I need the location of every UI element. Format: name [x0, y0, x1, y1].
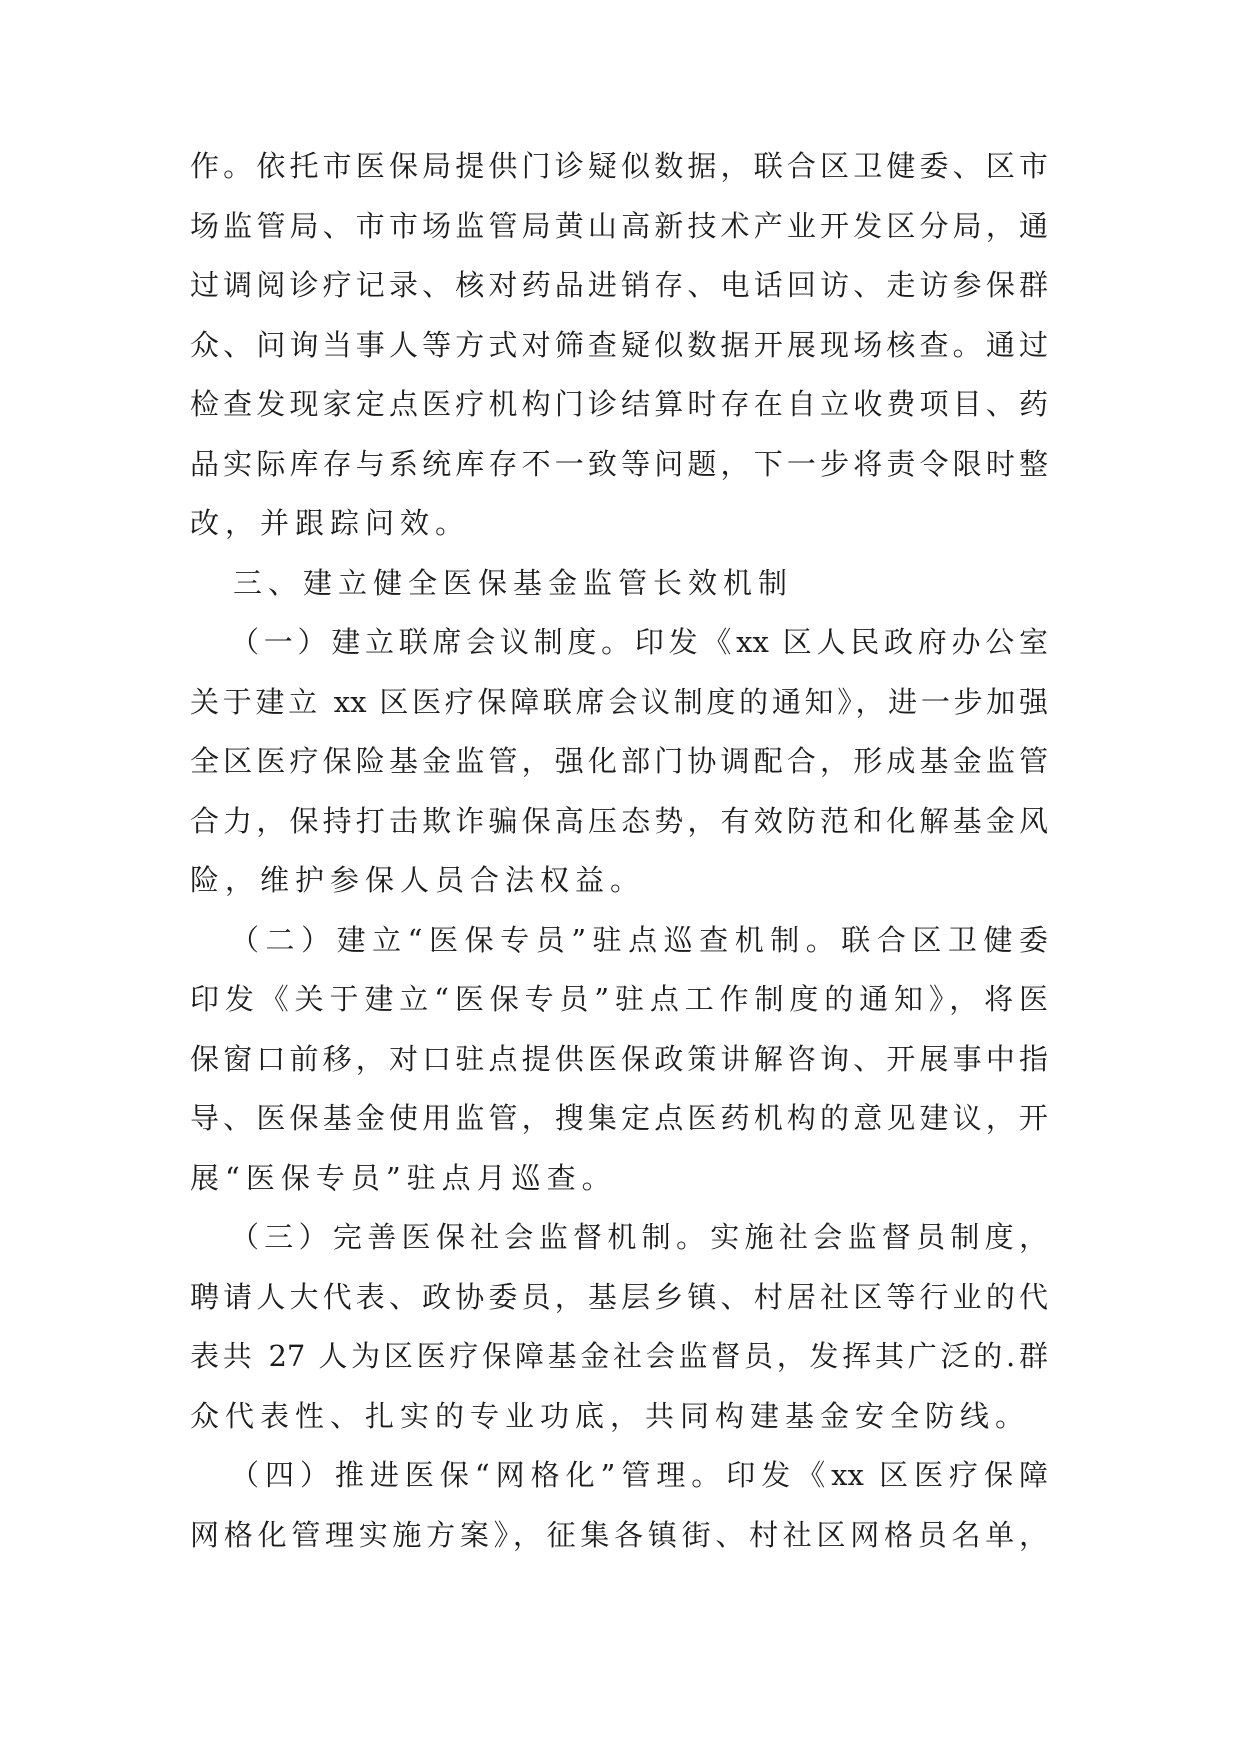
paragraph	[190, 911, 1048, 1209]
text-line: 品实际库存与系统库存不一致等问题，下一步将责令限时整	[190, 446, 1048, 481]
text-line: 众、问询当事人等方式对筛查疑似数据开展现场核查。通过	[190, 327, 1048, 362]
text-line: 关于建立 xx 区医疗保障联席会议制度的通知》，进一步加强	[190, 684, 1048, 719]
text-line: 表共 27 人为区医疗保障基金社会监督员，发挥其广泛的.群	[190, 1339, 1048, 1373]
text-line: （四）推进医保“网格化”管理。印发《xx 区医疗保障	[230, 1458, 1048, 1492]
paragraph	[190, 1208, 1048, 1446]
paragraph	[190, 613, 1048, 911]
text-line: 导、医保基金使用监管，搜集定点医药机构的意见建议，开	[190, 1101, 1048, 1135]
text-line: 众代表性、扎实的专业功底，共同构建基金安全防线。	[190, 1398, 1031, 1433]
section-heading-text: 三、建立健全医保基金监管长效机制	[233, 565, 794, 600]
paragraph	[190, 137, 1048, 554]
text-line: 展“医保专员”驻点月巡查。	[190, 1160, 617, 1195]
text-line: 印发《关于建立“医保专员”驻点工作制度的通知》，将医	[190, 982, 1048, 1016]
text-line: （二）建立“医保专员”驻点巡查机制。联合区卫健委	[230, 922, 1048, 957]
text-line: 过调阅诊疗记录、核对药品进销存、电话回访、走访参保群	[190, 268, 1048, 302]
text-line: 检查发现家定点医疗机构门诊结算时存在自立收费项目、药	[190, 387, 1048, 421]
text-line: 聘请人大代表、政协委员，基层乡镇、村居社区等行业的代	[190, 1279, 1048, 1314]
text-line: 网格化管理实施方案》，征集各镇街、村社区网格员名单，	[190, 1517, 1048, 1552]
text-line: （三）完善医保社会监督机制。实施社会监督员制度，	[230, 1220, 1048, 1254]
document-body	[190, 137, 1048, 1565]
text-line: 险，维护参保人员合法权益。	[190, 863, 646, 897]
text-line: 场监管局、市市场监管局黄山高新技术产业开发区分局，通	[190, 208, 1048, 243]
text-line: 改，并跟踪问效。	[190, 506, 471, 540]
text-line: 合力，保持打击欺诈骗保高压态势，有效防范和化解基金风	[190, 803, 1048, 838]
text-line: 作。依托市医保局提供门诊疑似数据，联合区卫健委、区市	[190, 149, 1048, 183]
section-heading	[190, 554, 1048, 614]
text-line: （一）建立联席会议制度。印发《xx 区人民政府办公室	[230, 625, 1048, 659]
text-line: 全区医疗保险基金监管，强化部门协调配合，形成基金监管	[190, 744, 1048, 778]
text-line: 保窗口前移，对口驻点提供医保政策讲解咨询、开展事中指	[190, 1041, 1048, 1076]
paragraph	[190, 1446, 1048, 1565]
